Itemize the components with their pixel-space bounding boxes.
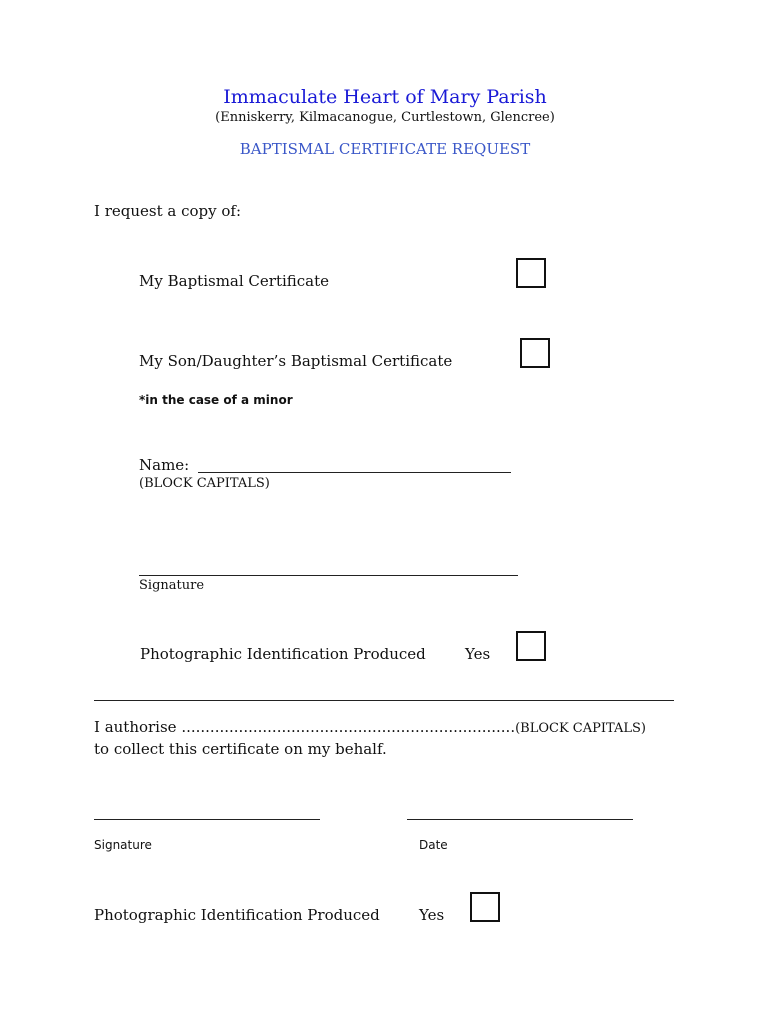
signature-field[interactable] <box>139 575 518 576</box>
parish-title: Immaculate Heart of Mary Parish <box>223 86 547 108</box>
parish-subtitle: (Enniskerry, Kilmacanogue, Curtlestown, Glencree) <box>215 110 555 125</box>
authorise-line-2: to collect this certificate on my behalf. <box>94 740 387 758</box>
authorise-photo-id-label: Photographic Identification Produced <box>94 906 380 924</box>
authorise-hint: (BLOCK CAPITALS) <box>515 721 646 736</box>
request-intro: I request a copy of: <box>94 202 241 220</box>
authorise-line <box>94 718 646 736</box>
photo-id-yes-label: Yes <box>465 645 491 663</box>
form-title: BAPTISMAL CERTIFICATE REQUEST <box>239 140 531 158</box>
signature-label: Signature <box>139 578 205 593</box>
authorise-date-field[interactable] <box>407 819 633 820</box>
authorise-date-label: Date <box>419 838 448 852</box>
authorise-name-field[interactable]: ...................................................................... <box>181 718 516 736</box>
minor-note: *in the case of a minor <box>139 393 293 407</box>
authorise-signature-field[interactable] <box>94 819 320 820</box>
option-child-certificate-checkbox[interactable] <box>520 338 550 368</box>
section-divider <box>94 700 674 701</box>
option-own-certificate-checkbox[interactable] <box>516 258 546 288</box>
photo-id-label: Photographic Identification Produced <box>140 645 426 663</box>
option-own-certificate-label: My Baptismal Certificate <box>139 272 330 290</box>
authorise-photo-id-checkbox[interactable] <box>470 892 500 922</box>
name-label: Name: <box>139 456 190 474</box>
authorise-prefix: I authorise <box>94 718 182 736</box>
name-field[interactable] <box>198 472 511 473</box>
authorise-photo-id-yes-label: Yes <box>419 906 445 924</box>
option-child-certificate-label: My Son/Daughter’s Baptismal Certificate <box>139 352 453 370</box>
photo-id-checkbox[interactable] <box>516 631 546 661</box>
name-hint: (BLOCK CAPITALS) <box>139 476 270 491</box>
authorise-signature-label: Signature <box>94 838 152 852</box>
